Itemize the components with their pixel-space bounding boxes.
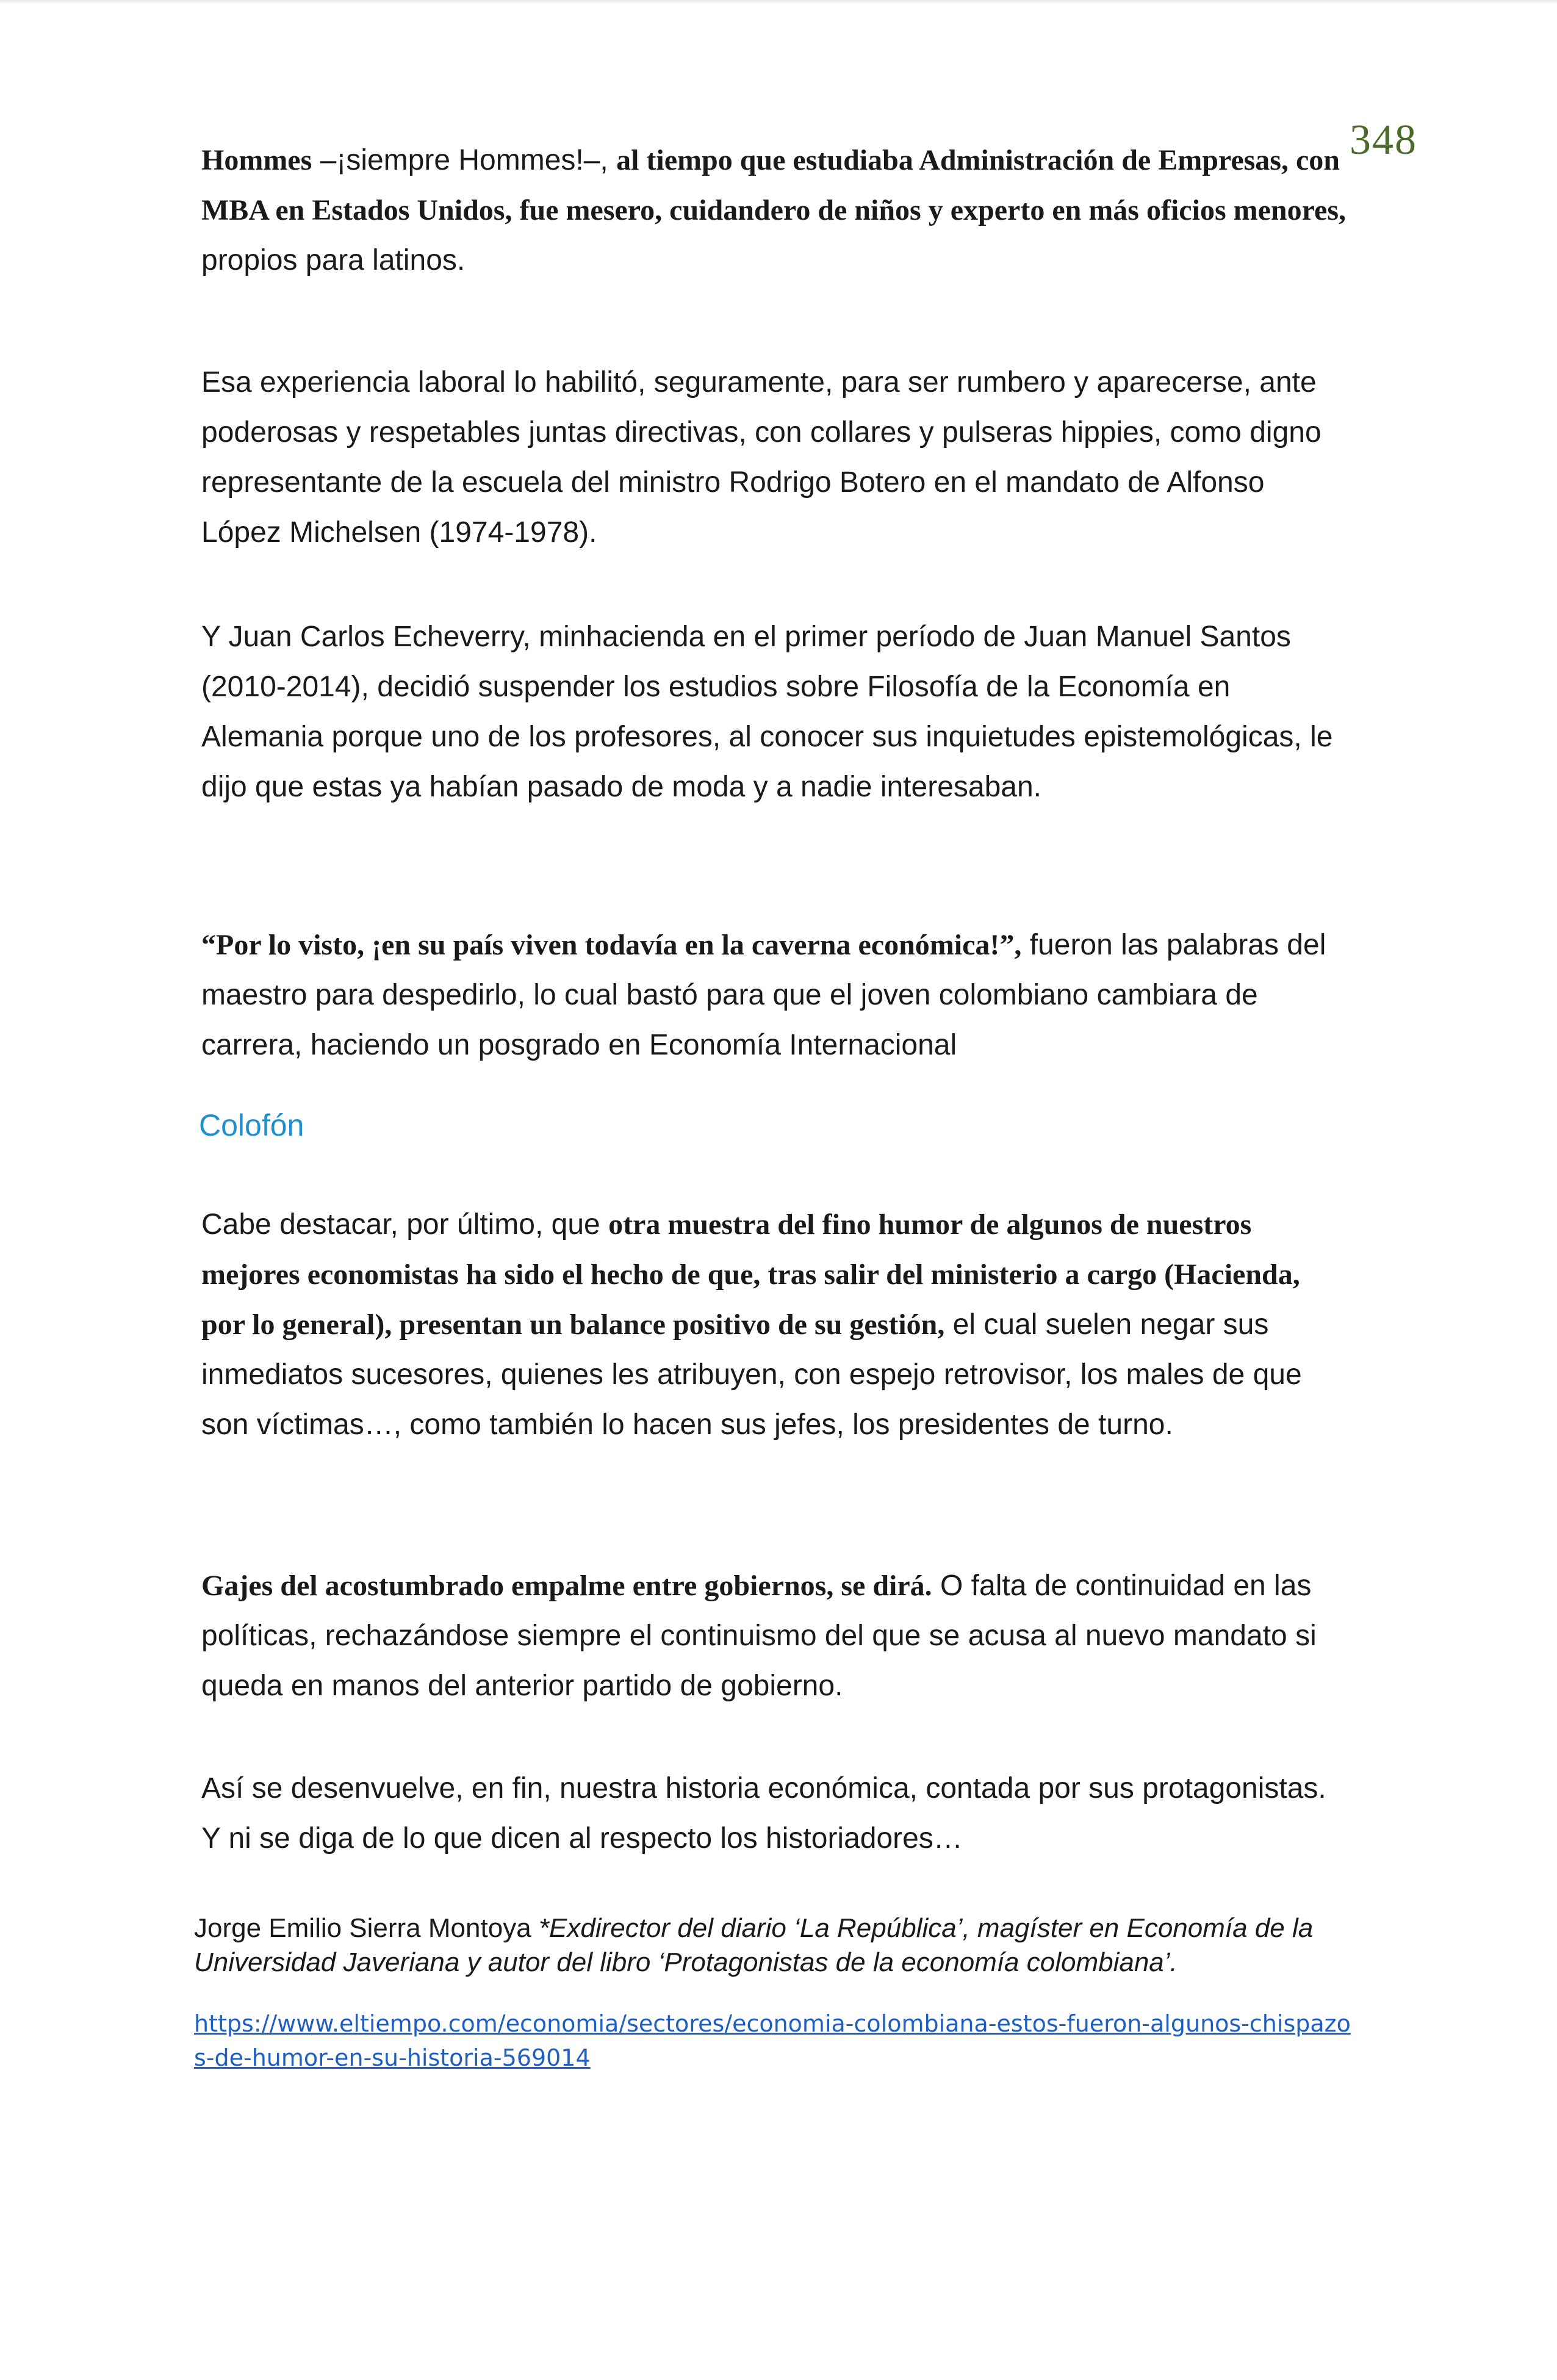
paragraph-1-aside: –¡siempre Hommes!–, bbox=[312, 144, 617, 176]
paragraph-6 bbox=[201, 1561, 1348, 1711]
scan-top-edge bbox=[0, 0, 1557, 4]
paragraph-5-tail: el cual suelen negar sus inmediatos sucesores, quienes les atribuyen, con espejo retrovisor, los males de que son víctimas…, como también lo hacen sus jefes, los presidentes de turno. bbox=[201, 1308, 1302, 1441]
author-bio: *Exdirector del diario ‘La República’, magíster en Economía de la Universidad Javeriana y autor del libro ‘Protagonistas de la economía colombiana’. bbox=[194, 1913, 1314, 1977]
source-link[interactable]: https://www.eltiempo.com/economia/sectores/economia-colombiana-estos-fueron-algunos-chispazos-de-humor-en-su-historia-569014 bbox=[194, 2010, 1351, 2071]
author-name: Jorge Emilio Sierra Montoya bbox=[194, 1913, 539, 1943]
paragraph-1 bbox=[201, 135, 1348, 286]
author-credit bbox=[194, 1911, 1384, 1980]
paragraph-6-bold-lead: Gajes del acostumbrado empalme entre gobiernos, se dirá. bbox=[201, 1570, 932, 1602]
page-number: 348 bbox=[1350, 117, 1417, 164]
paragraph-2: Esa experiencia laboral lo habilitó, seguramente, para ser rumbero y aparecerse, ante poderosas y respetables juntas directivas, con collares y pulseras hippies, como digno representante de la escuela del ministro Rodrigo Botero en el mandato de Alfonso López Michelsen (1974-1978). bbox=[201, 366, 1321, 549]
paragraph-1-tail: propios para latinos. bbox=[201, 244, 466, 276]
section-heading-colofon: Colofón bbox=[199, 1108, 304, 1142]
paragraph-4-tail: fueron las palabras del maestro para despedirlo, lo cual bastó para que el joven colombiano cambiara de carrera, haciendo un posgrado en Economía Internacional bbox=[201, 929, 1326, 1061]
paragraph-4-bold-quote: “Por lo visto, ¡en su país viven todavía en la caverna económica!”, bbox=[201, 929, 1022, 961]
paragraph-5-lead: Cabe destacar, por último, que bbox=[201, 1208, 609, 1241]
paragraph-5 bbox=[201, 1200, 1348, 1450]
paragraph-1-bold-mid: al tiempo que estudiaba Administración de Empresas, con MBA en Estados Unidos, fue mesero, cuidandero de niños y experto en más oficios menores, bbox=[201, 144, 1347, 226]
paragraph-1-bold-lead: Hommes bbox=[201, 144, 312, 176]
paragraph-7: Así se desenvuelve, en fin, nuestra historia económica, contada por sus protagonistas. Y ni se diga de lo que dicen al respecto los historiadores… bbox=[201, 1772, 1326, 1855]
paragraph-6-tail: O falta de continuidad en las políticas, rechazándose siempre el continuismo del que se acusa al nuevo mandato si queda en manos del anterior partido de gobierno. bbox=[201, 1570, 1317, 1702]
paragraph-5-bold-mid: otra muestra del fino humor de algunos de nuestros mejores economistas ha sido el hecho de que, tras salir del ministerio a cargo (Hacienda, por lo general), presentan un balance positivo de su gestión, bbox=[201, 1208, 1300, 1341]
paragraph-3: Y Juan Carlos Echeverry, minhacienda en el primer período de Juan Manuel Santos (2010-2014), decidió suspender los estudios sobre Filosofía de la Economía en Alemania porque uno de los profesores, al conocer sus inquietudes epistemológicas, le dijo que estas ya habían pasado de moda y a nadie interesaban. bbox=[201, 621, 1333, 803]
paragraph-4 bbox=[201, 920, 1348, 1070]
